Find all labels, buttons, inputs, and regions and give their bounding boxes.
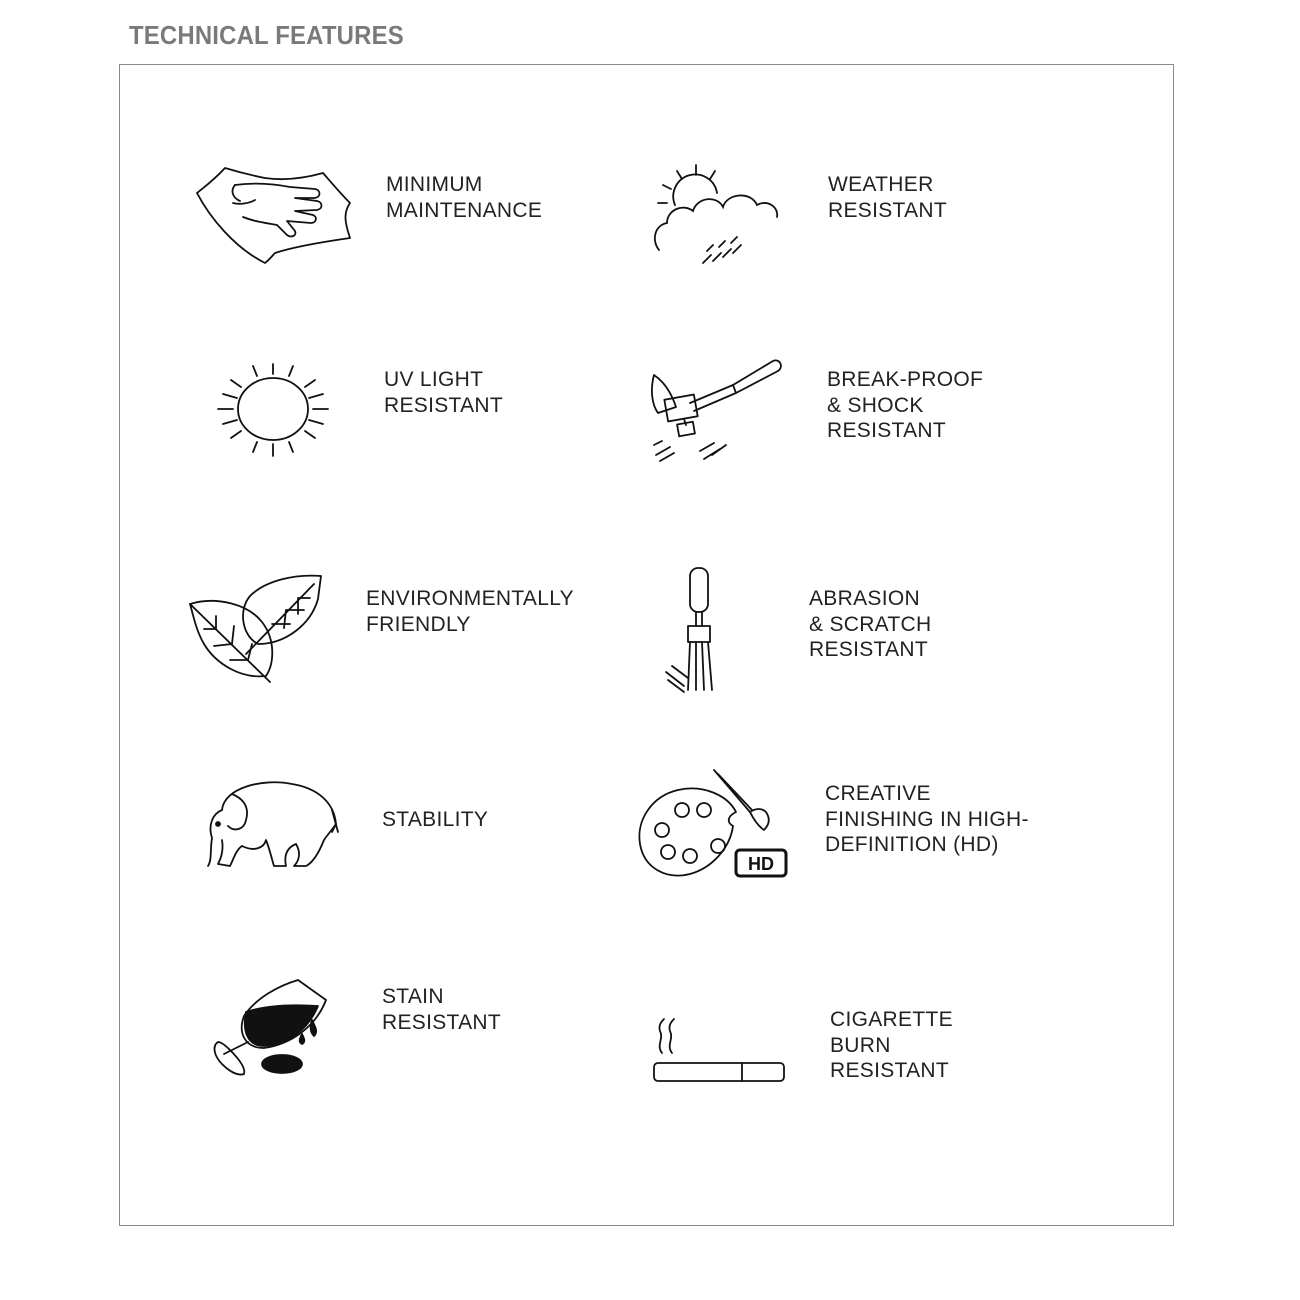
- cloth-hand-icon: [195, 163, 355, 268]
- page-title: TECHNICAL FEATURES: [129, 20, 404, 50]
- sun-icon: [215, 360, 330, 460]
- feature-label-2: WEATHER RESISTANT: [828, 173, 947, 222]
- palette-hd-icon: [638, 768, 790, 880]
- hammer-icon: [648, 355, 788, 465]
- svg-text:HD: HD: [748, 854, 774, 874]
- feature-label-8: CREATIVE FINISHING IN HIGH- DEFINITION (HD): [825, 782, 1029, 856]
- feature-label-7: STABILITY: [382, 808, 489, 831]
- leaves-icon: [186, 574, 326, 686]
- weather-icon: [655, 165, 785, 267]
- feature-label-9: STAIN RESISTANT: [382, 985, 501, 1034]
- feature-label-3: UV LIGHT RESISTANT: [384, 368, 503, 417]
- feature-label-4: BREAK-PROOF & SHOCK RESISTANT: [827, 368, 984, 442]
- elephant-icon: [202, 780, 340, 870]
- feature-label-1: MINIMUM MAINTENANCE: [386, 173, 543, 222]
- feature-label-10: CIGARETTE BURN RESISTANT: [830, 1008, 953, 1082]
- wine-glass-stain-icon: [208, 976, 338, 1078]
- cigarette-icon: [652, 1017, 786, 1085]
- feature-label-6: ABRASION & SCRATCH RESISTANT: [809, 587, 932, 661]
- fork-icon: [664, 566, 736, 692]
- feature-label-5: ENVIRONMENTALLY FRIENDLY: [366, 587, 574, 636]
